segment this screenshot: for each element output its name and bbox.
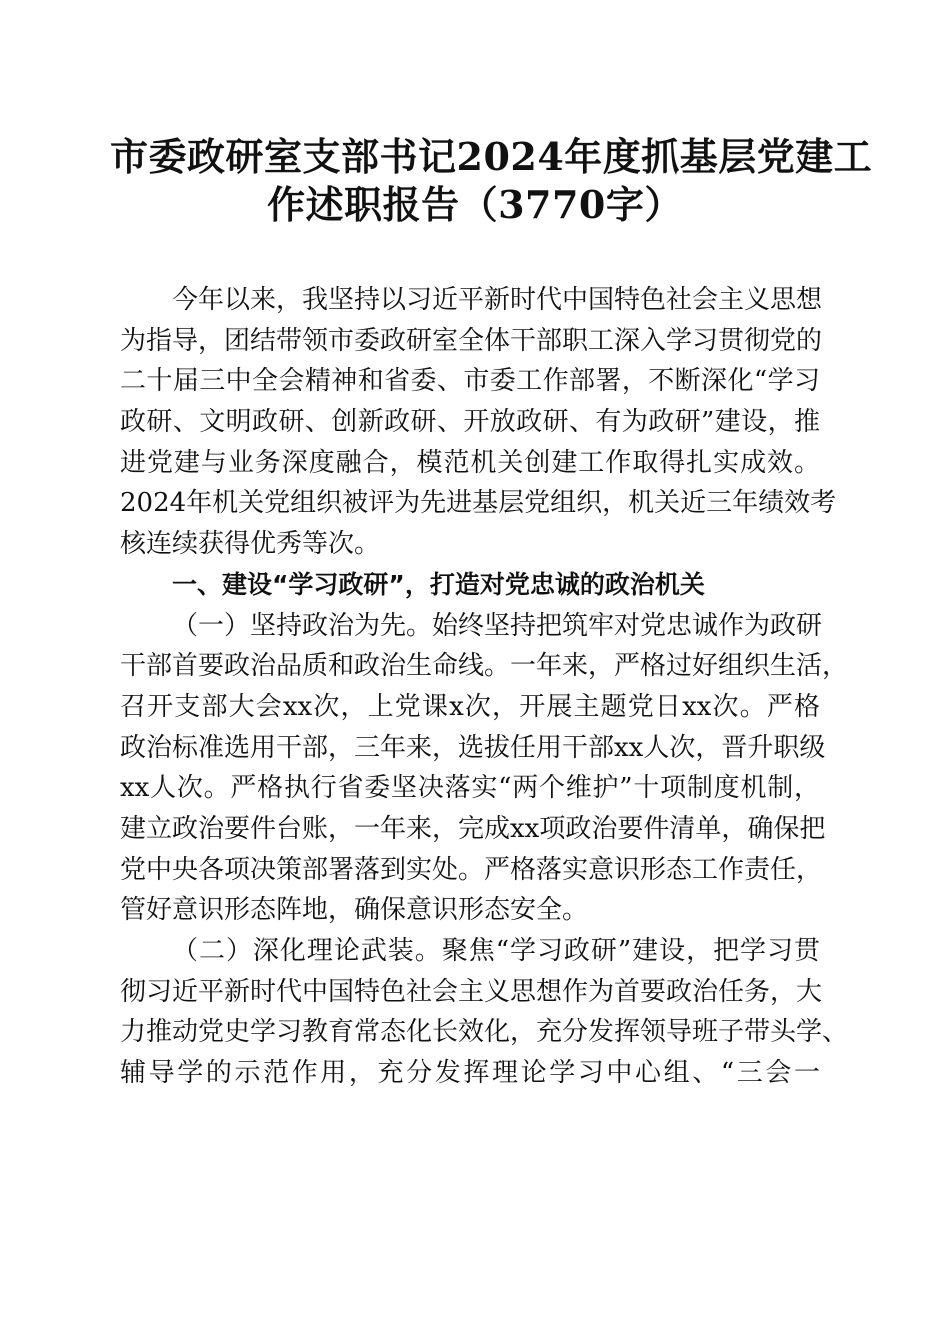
text-line: 彻习近平新时代中国特色社会主义思想作为首要政治任务，大: [120, 976, 823, 1007]
text-line: 2024年机关党组织被评为先进基层党组织，机关近三年绩效考: [120, 488, 837, 519]
subsection-paragraph-1: [120, 606, 849, 932]
title-line-1: 市委政研室支部书记2024年度抓基层党建工: [110, 134, 873, 179]
text-line: （二）深化理论武装。聚焦“学习政研”建设，把学习贯: [172, 936, 820, 966]
text-line: 管好意识形态阵地，确保意识形态安全。: [120, 895, 589, 926]
document-title: [110, 133, 873, 229]
text-line: 进党建与业务深度融合，模范机关创建工作取得扎实成效。: [120, 447, 820, 478]
text-line: 辅导学的示范作用，充分发挥理论学习中心组、“三会一: [120, 1058, 820, 1089]
section-heading: 一、建设“学习政研”，打造对党忠诚的政治机关: [172, 569, 705, 599]
text-line: 召开支部大会xx次，上党课x次，开展主题党日xx次。严格: [120, 691, 820, 722]
text-line: 为指导，团结带领市委政研室全体干部职工深入学习贯彻党的: [120, 325, 823, 356]
text-line: 今年以来，我坚持以习近平新时代中国特色社会主义思想: [172, 285, 823, 315]
text-line: 核连续获得优秀等次。: [120, 529, 381, 560]
text-line: 政治标准选用干部，三年来，选拔任用干部xx人次，晋升职级: [120, 732, 826, 763]
text-line: （一）坚持政治为先。始终坚持把筑牢对党忠诚作为政研: [172, 610, 823, 641]
text-line: 建立政治要件台账，一年来，完成xx项政治要件清单，确保把: [120, 813, 826, 844]
text-line: 干部首要政治品质和政治生命线。一年来，严格过好组织生活，: [120, 651, 849, 682]
document-body: [120, 280, 849, 1094]
text-line: 二十届三中全会精神和省委、市委工作部署，不断深化“学习: [120, 366, 820, 397]
text-line: 力推动党史学习教育常态化长效化，充分发挥领导班子带头学、: [120, 1017, 849, 1048]
text-line: xx人次。严格执行省委坚决落实“两个维护”十项制度机制，: [120, 773, 820, 804]
text-line: 政研、文明政研、创新政研、开放政研、有为政研”建设，推: [120, 407, 820, 438]
title-line-2: 作述职报告（3770字）: [267, 182, 683, 227]
subsection-paragraph-2: [120, 931, 849, 1094]
intro-paragraph: [120, 280, 840, 565]
text-line: 党中央各项决策部署落到实处。严格落实意识形态工作责任，: [120, 854, 823, 885]
